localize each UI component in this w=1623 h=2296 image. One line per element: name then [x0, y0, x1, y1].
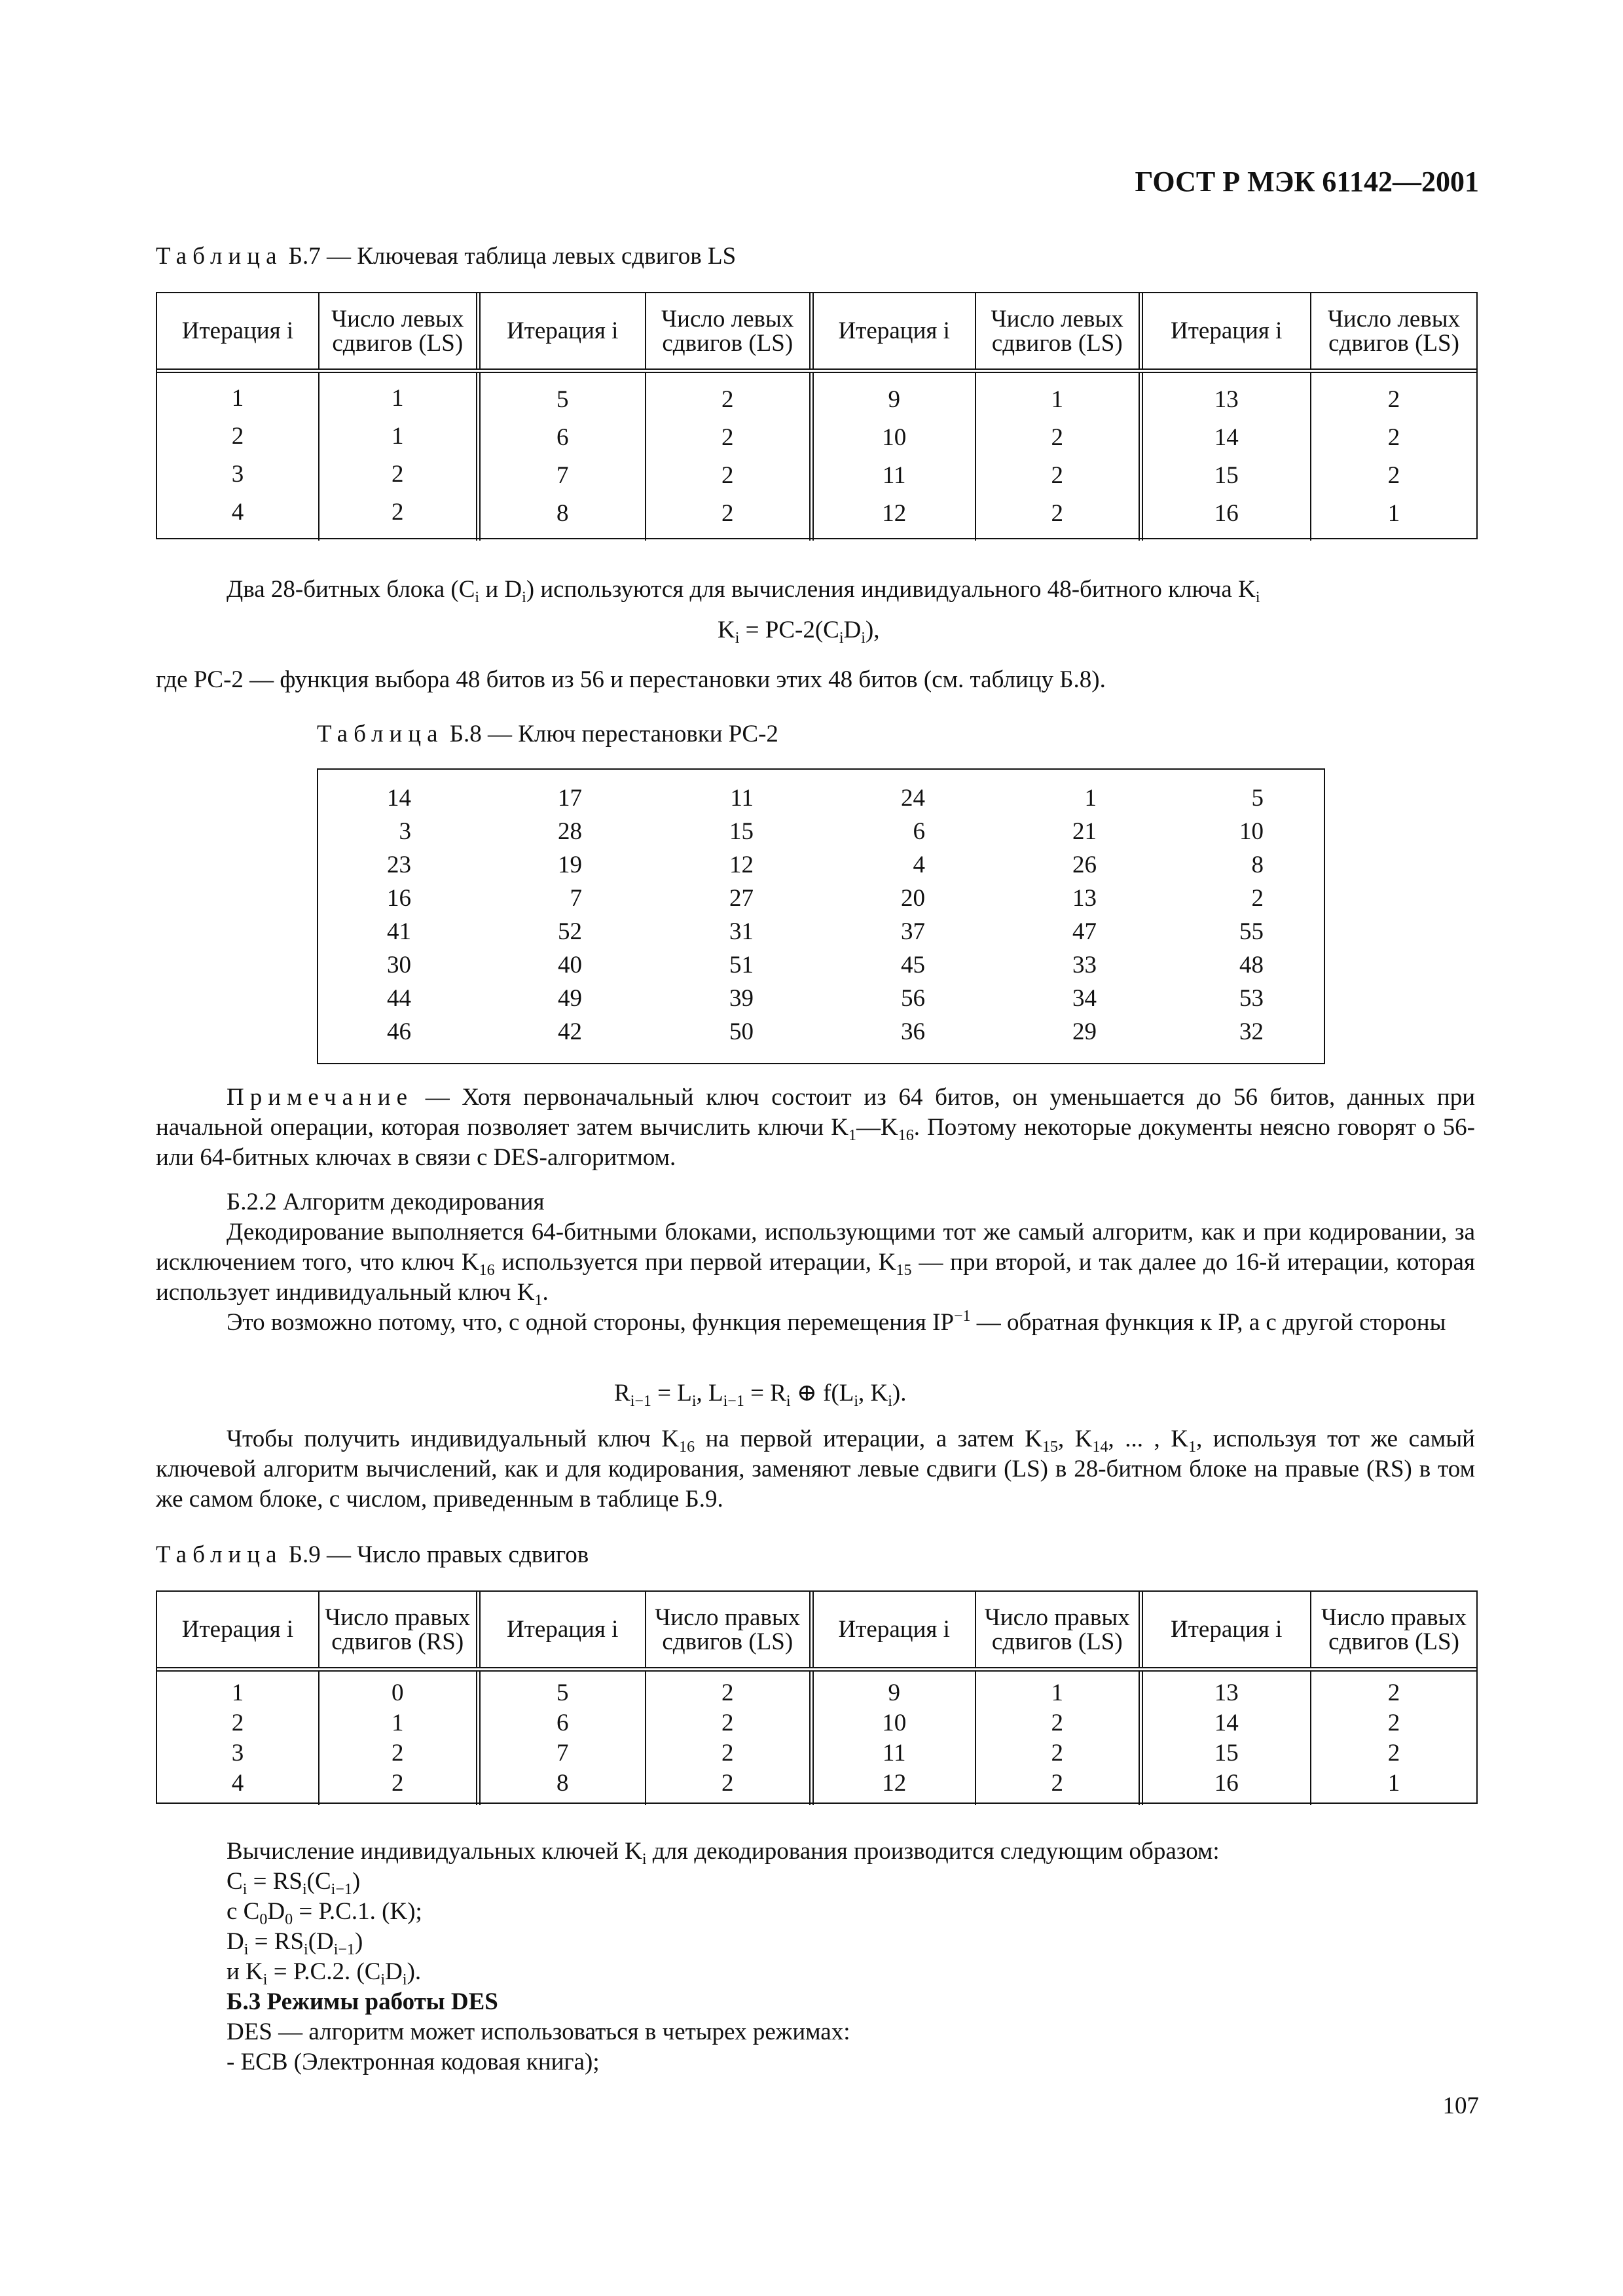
sub: i	[402, 1971, 407, 1988]
t: Чтобы получить индивидуальный ключ K	[227, 1426, 680, 1452]
t: —K	[856, 1114, 898, 1141]
table-cell: 23	[387, 852, 411, 878]
table-b8-caption-text: Б.8 — Ключ перестановки PC-2	[449, 721, 778, 747]
table-cell: 44	[387, 985, 411, 1012]
table-b9	[157, 1592, 1476, 1805]
t: для декодирования производится следующим образом:	[646, 1838, 1220, 1865]
table-cell: 37	[901, 918, 925, 945]
table-cell: 27	[729, 885, 754, 912]
section-b3-heading: Б.3 Режимы работы DES	[227, 1988, 498, 2015]
b7-col-iter-3	[811, 371, 976, 541]
section-b22-heading: Б.2.2 Алгоритм декодирования	[227, 1189, 545, 1215]
table-cell: 12	[729, 852, 754, 878]
b9-cell: 2	[1051, 1710, 1063, 1736]
t: ) используются для вычисления индивидуального 48-битного ключа K	[526, 576, 1256, 603]
table-cell: 4	[913, 852, 925, 878]
b9-cell: 2	[721, 1710, 734, 1736]
sub: i	[304, 1941, 308, 1958]
b9-col-iter-4	[1140, 1670, 1311, 1806]
t: , K	[1058, 1426, 1093, 1452]
text-blocks-line	[227, 575, 1260, 605]
b7-head-iter-2: Итерация i	[478, 293, 646, 371]
t: ),	[865, 617, 880, 643]
sub: i−1	[331, 1881, 352, 1898]
text-pc2-description: где PC-2 — функция выбора 48 битов из 56 и перестановки этих 48 битов (см. таблицу Б.8).	[156, 666, 1106, 693]
t: = RS	[248, 1928, 304, 1955]
b9-cell: 0	[392, 1679, 404, 1706]
b9-cell: 2	[1051, 1770, 1063, 1797]
table-cell: 24	[901, 785, 925, 812]
b7-cell: 2	[721, 424, 734, 451]
b7-cell: 2	[231, 423, 244, 450]
table-cell: 3	[399, 818, 411, 845]
b7-head-count-4-l1: Число левых	[1327, 305, 1461, 332]
t: , L	[696, 1380, 723, 1407]
sub: i	[691, 1393, 697, 1410]
b7-head-count-3	[976, 293, 1140, 371]
sub: i	[839, 630, 844, 647]
b9-cell: 16	[1214, 1770, 1239, 1797]
b9-cell: 14	[1214, 1710, 1239, 1736]
decode-formula-k	[227, 1957, 421, 1987]
b9-cell: 1	[231, 1679, 244, 1706]
t: ).	[892, 1380, 907, 1407]
b7-cell: 12	[882, 500, 907, 527]
b7-head-count-3-l2: сдвигов (LS)	[991, 329, 1123, 357]
b9-head-iter-3: Итерация i	[811, 1592, 976, 1670]
t: (D	[308, 1928, 334, 1955]
b7-cell: 13	[1214, 386, 1239, 413]
sub: i	[242, 1881, 247, 1898]
sub: 16	[679, 1439, 695, 1456]
table-cell: 14	[387, 785, 411, 812]
t: = P.C.2. (C	[267, 1958, 381, 1985]
b9-head-iter-1: Итерация i	[157, 1592, 319, 1670]
table-cell: 55	[1239, 918, 1264, 945]
b7-cell: 2	[1051, 424, 1063, 451]
table-cell: 6	[913, 818, 925, 845]
t: Вычисление индивидуальных ключей K	[227, 1838, 642, 1865]
table-cell: 17	[558, 785, 582, 812]
t: — при второй, и так далее до 16-й итерации, которая использует индивидуальный ключ K	[156, 1249, 1475, 1306]
b7-cell: 16	[1214, 500, 1239, 527]
b7-head-count-1	[319, 293, 478, 371]
sub: i	[380, 1971, 386, 1988]
b9-head-count-2-l1: Число правых	[655, 1604, 801, 1631]
b7-cell: 2	[1051, 500, 1063, 527]
sub: 15	[896, 1262, 912, 1279]
table-row	[317, 1015, 1264, 1049]
b9-cell: 4	[231, 1770, 244, 1797]
b9-cell: 13	[1214, 1679, 1239, 1706]
t: , K	[858, 1380, 888, 1407]
t: Два 28-битных блока (C	[227, 576, 475, 603]
sub: i	[475, 589, 480, 606]
t: Это возможно потому, что, с одной стороны, функция перемещения IP	[227, 1309, 954, 1336]
b7-col-iter-1	[157, 371, 319, 541]
b7-head-iter-4: Итерация i	[1140, 293, 1311, 371]
b22-paragraph-3	[156, 1424, 1475, 1515]
b7-cell: 15	[1214, 462, 1239, 489]
t: )	[352, 1868, 361, 1895]
table-cell: 29	[1072, 1018, 1097, 1045]
sub: 1	[1188, 1439, 1197, 1456]
b9-cell: 6	[556, 1710, 569, 1736]
table-b9-caption	[156, 1541, 589, 1569]
b7-head-iter-3: Итерация i	[811, 293, 976, 371]
b9-cell: 10	[882, 1710, 907, 1736]
b7-cell: 11	[882, 462, 906, 489]
b9-cell: 7	[556, 1740, 569, 1767]
table-cell: 11	[730, 785, 754, 812]
b9-cell: 2	[721, 1679, 734, 1706]
b7-cell: 1	[392, 385, 404, 412]
table-row	[317, 781, 1264, 815]
b9-col-iter-3	[811, 1670, 976, 1806]
sub: i	[244, 1941, 249, 1958]
t: и D	[479, 576, 522, 603]
table-cell: 36	[901, 1018, 925, 1045]
b9-col-iter-1	[157, 1670, 319, 1806]
b9-head-count-2	[646, 1592, 811, 1670]
t: D	[843, 617, 862, 643]
table-cell: 56	[901, 985, 925, 1012]
b7-cell: 2	[392, 499, 404, 526]
b9-cell: 1	[392, 1710, 404, 1736]
b9-cell: 2	[1387, 1679, 1400, 1706]
b3-line-2: - ECB (Электронная кодовая книга);	[227, 2049, 600, 2075]
t: — Хотя первоначальный ключ состоит из 64 битов, он уменьшается до 56 битов, данных при начальной операции, которая позволяет затем вычислить ключи K	[156, 1084, 1475, 1141]
b22-paragraph-1	[156, 1217, 1475, 1308]
table-cell: 51	[729, 952, 754, 978]
b9-cell: 1	[1387, 1770, 1400, 1797]
b9-head-iter-2: Итерация i	[478, 1592, 646, 1670]
sub: i	[735, 630, 740, 647]
table-b7	[157, 293, 1476, 541]
table-cell: 30	[387, 952, 411, 978]
sub: 15	[1042, 1439, 1058, 1456]
sub: i	[522, 589, 526, 606]
b7-cell: 3	[231, 461, 244, 488]
b9-cell: 11	[882, 1740, 906, 1767]
table-cell: 26	[1072, 852, 1097, 878]
b7-head-iter-1: Итерация i	[157, 293, 319, 371]
decode-formula-c	[227, 1867, 360, 1897]
b9-cell: 2	[1387, 1710, 1400, 1736]
b7-cell: 1	[392, 423, 404, 450]
b7-head-count-2	[646, 293, 811, 371]
b9-head-count-3-l2: сдвигов (LS)	[991, 1628, 1123, 1655]
table-cell: 41	[387, 918, 411, 945]
b7-cell: 2	[721, 500, 734, 527]
table-cell: 39	[729, 985, 754, 1012]
table-cell: 15	[729, 818, 754, 845]
t: D	[385, 1958, 403, 1985]
table-b7-caption-text: Б.7 — Ключевая таблица левых сдвигов LS	[288, 243, 737, 270]
table-cell: 13	[1072, 885, 1097, 912]
t: и K	[227, 1958, 263, 1985]
b9-head-iter-4: Итерация i	[1140, 1592, 1311, 1670]
table-row	[317, 848, 1264, 882]
t: )	[354, 1928, 363, 1955]
table-cell: 8	[1251, 852, 1264, 878]
table-row	[317, 882, 1264, 915]
t: = P.C.1. (K);	[293, 1898, 422, 1925]
b9-cell: 2	[392, 1740, 404, 1767]
b9-head-count-3-l1: Число правых	[984, 1604, 1130, 1631]
b9-col-shift-2	[646, 1670, 811, 1806]
b9-cell: 2	[231, 1710, 244, 1736]
b7-col-shift-1	[319, 371, 478, 541]
table-cell: 34	[1072, 985, 1097, 1012]
b7-head-count-2-l2: сдвигов (LS)	[662, 329, 793, 357]
b7-head-count-1-l1: Число левых	[331, 305, 464, 332]
b7-cell: 10	[882, 424, 907, 451]
table-cell: 5	[1251, 785, 1264, 812]
t: , используя тот же самый ключевой алгоритм вычислений, как и для кодирования, заменяют левые сдвиги (LS) в 28-битном блоке на правые (RS) в том же самом блоке, с числом, приведенным в таблице Б.9.	[156, 1426, 1475, 1513]
b9-cell: 8	[556, 1770, 569, 1797]
b7-col-iter-4	[1140, 371, 1311, 541]
sub: i	[302, 1881, 307, 1898]
b7-head-count-4	[1311, 293, 1476, 371]
t: , ... , K	[1108, 1426, 1189, 1452]
t: = L	[651, 1380, 692, 1407]
b7-head-count-1-l2: сдвигов (LS)	[332, 329, 464, 357]
b7-cell: 4	[231, 499, 244, 526]
formula-ki	[718, 615, 880, 645]
sub: 1	[534, 1292, 543, 1309]
sub: i	[888, 1393, 892, 1410]
page-number: 107	[1442, 2092, 1479, 2119]
t: D	[267, 1898, 285, 1925]
b7-cell: 5	[556, 386, 569, 413]
table-cell: 16	[387, 885, 411, 912]
b7-col-iter-2	[478, 371, 646, 541]
t: K	[718, 617, 735, 643]
document-header: ГОСТ Р МЭК 61142—2001	[1135, 166, 1479, 198]
b9-col-shift-1	[319, 1670, 478, 1806]
table-b7-caption	[156, 242, 736, 270]
table-b8-caption-label: Таблица	[317, 721, 444, 747]
b9-col-shift-3	[976, 1670, 1140, 1806]
t: = RS	[247, 1868, 302, 1895]
table-row	[317, 815, 1264, 848]
b9-cell: 15	[1214, 1740, 1239, 1767]
sub: i−1	[333, 1941, 355, 1958]
b7-col-shift-4	[1311, 371, 1476, 541]
table-b8-caption	[317, 720, 778, 748]
sup: −1	[953, 1308, 971, 1325]
t: (C	[306, 1868, 331, 1895]
t: C	[227, 1868, 243, 1895]
table-b9-caption-text: Б.9 — Число правых сдвигов	[288, 1541, 589, 1568]
table-b8	[317, 781, 1264, 1049]
table-cell: 50	[729, 1018, 754, 1045]
table-cell: 49	[558, 985, 582, 1012]
b9-head-count-1-l1: Число правых	[325, 1604, 471, 1631]
t: D	[227, 1928, 244, 1955]
sub: i	[263, 1971, 268, 1988]
sub: i−1	[630, 1393, 651, 1410]
table-cell: 28	[558, 818, 582, 845]
b7-col-shift-3	[976, 371, 1140, 541]
t: на первой итерации, а затем K	[695, 1426, 1042, 1452]
note-paragraph	[156, 1083, 1475, 1173]
table-cell: 10	[1239, 818, 1264, 845]
sub: 14	[1092, 1439, 1108, 1456]
b7-head-count-2-l1: Число левых	[661, 305, 794, 332]
t: R	[614, 1380, 630, 1407]
b7-cell: 2	[1387, 386, 1400, 413]
b7-cell: 6	[556, 424, 569, 451]
table-row	[317, 915, 1264, 948]
b7-col-shift-2	[646, 371, 811, 541]
t: ).	[407, 1958, 422, 1985]
table-cell: 20	[901, 885, 925, 912]
t: = PC-2(C	[739, 617, 839, 643]
b9-head-count-1-l2: сдвигов (RS)	[331, 1628, 464, 1655]
b7-cell: 2	[1051, 462, 1063, 489]
table-b9-caption-label: Таблица	[156, 1541, 283, 1568]
b9-head-count-2-l2: сдвигов (LS)	[662, 1628, 793, 1655]
table-cell: 19	[558, 852, 582, 878]
b3-line-1: DES — алгоритм может использоваться в четырех режимах:	[227, 2018, 850, 2045]
table-cell: 31	[729, 918, 754, 945]
b9-head-count-3	[976, 1592, 1140, 1670]
b9-cell: 2	[1051, 1740, 1063, 1767]
table-cell: 46	[387, 1018, 411, 1045]
b7-cell: 1	[231, 385, 244, 412]
b7-cell: 2	[1387, 424, 1400, 451]
sub: i−1	[723, 1393, 744, 1410]
b7-cell: 7	[556, 462, 569, 489]
b9-cell: 3	[231, 1740, 244, 1767]
sub: 1	[848, 1127, 857, 1144]
table-cell: 42	[558, 1018, 582, 1045]
table-cell: 33	[1072, 952, 1097, 978]
table-row	[317, 948, 1264, 982]
b9-cell: 5	[556, 1679, 569, 1706]
t: Декодирование выполняется 64-битными блоками, использующими тот же самый алгоритм, как и при кодировании, за исключением того, что ключ K	[156, 1219, 1475, 1276]
b7-cell: 14	[1214, 424, 1239, 451]
sub: 0	[285, 1911, 293, 1928]
t: — обратная функция к IP, а с другой стороны	[970, 1309, 1446, 1336]
b9-head-count-4-l1: Число правых	[1321, 1604, 1467, 1631]
sub: i	[642, 1851, 647, 1868]
table-cell: 53	[1239, 985, 1264, 1012]
table-cell: 45	[901, 952, 925, 978]
b9-head-count-4-l2: сдвигов (LS)	[1328, 1628, 1459, 1655]
note-label: Примечание	[227, 1084, 413, 1111]
b7-cell: 2	[1387, 462, 1400, 489]
sub: i	[1255, 589, 1260, 606]
table-cell: 1	[1084, 785, 1097, 812]
b7-head-count-3-l1: Число левых	[991, 305, 1123, 332]
t: . Поэтому некоторые документы неясно говорят о 56-или 64-битных ключах в связи с DES-алгоритмом.	[156, 1114, 1476, 1171]
formula-feistel	[614, 1378, 906, 1408]
sub: 16	[479, 1262, 495, 1279]
t: = R	[744, 1380, 786, 1407]
b7-cell: 8	[556, 500, 569, 527]
b22-paragraph-2	[156, 1308, 1475, 1338]
b9-cell: 2	[392, 1770, 404, 1797]
sub: i	[861, 630, 866, 647]
decode-intro	[227, 1837, 1220, 1867]
b7-cell: 2	[721, 386, 734, 413]
table-cell: 2	[1251, 885, 1264, 912]
t: с C	[227, 1898, 260, 1925]
b9-cell: 2	[721, 1740, 734, 1767]
table-cell: 47	[1072, 918, 1097, 945]
t: используется при первой итерации, K	[494, 1249, 896, 1276]
b7-cell: 9	[888, 386, 900, 413]
b9-cell: 12	[882, 1770, 907, 1797]
sub: i	[786, 1393, 791, 1410]
table-b7-caption-label: Таблица	[156, 243, 283, 270]
table-cell: 48	[1239, 952, 1264, 978]
table-cell: 32	[1239, 1018, 1264, 1045]
b9-head-count-1	[319, 1592, 478, 1670]
b7-cell: 2	[392, 461, 404, 488]
b9-col-iter-2	[478, 1670, 646, 1806]
b9-cell: 9	[888, 1679, 900, 1706]
table-row	[317, 982, 1264, 1015]
b7-cell: 1	[1387, 500, 1400, 527]
b9-cell: 2	[1387, 1740, 1400, 1767]
b7-cell: 2	[721, 462, 734, 489]
table-cell: 40	[558, 952, 582, 978]
decode-formula-d	[227, 1927, 363, 1957]
b9-col-shift-4	[1311, 1670, 1476, 1806]
b9-cell: 1	[1051, 1679, 1063, 1706]
b7-cell: 1	[1051, 386, 1063, 413]
b9-head-count-4	[1311, 1592, 1476, 1670]
b7-head-count-4-l2: сдвигов (LS)	[1328, 329, 1459, 357]
decode-formula-c0d0	[227, 1897, 422, 1927]
t: ⊕ f(L	[790, 1380, 854, 1407]
sub: i	[854, 1393, 858, 1410]
sub: 0	[259, 1911, 268, 1928]
table-cell: 21	[1072, 818, 1097, 845]
t: .	[542, 1279, 549, 1306]
sub: 16	[898, 1127, 914, 1144]
b9-cell: 2	[721, 1770, 734, 1797]
table-cell: 52	[558, 918, 582, 945]
table-cell: 7	[570, 885, 582, 912]
